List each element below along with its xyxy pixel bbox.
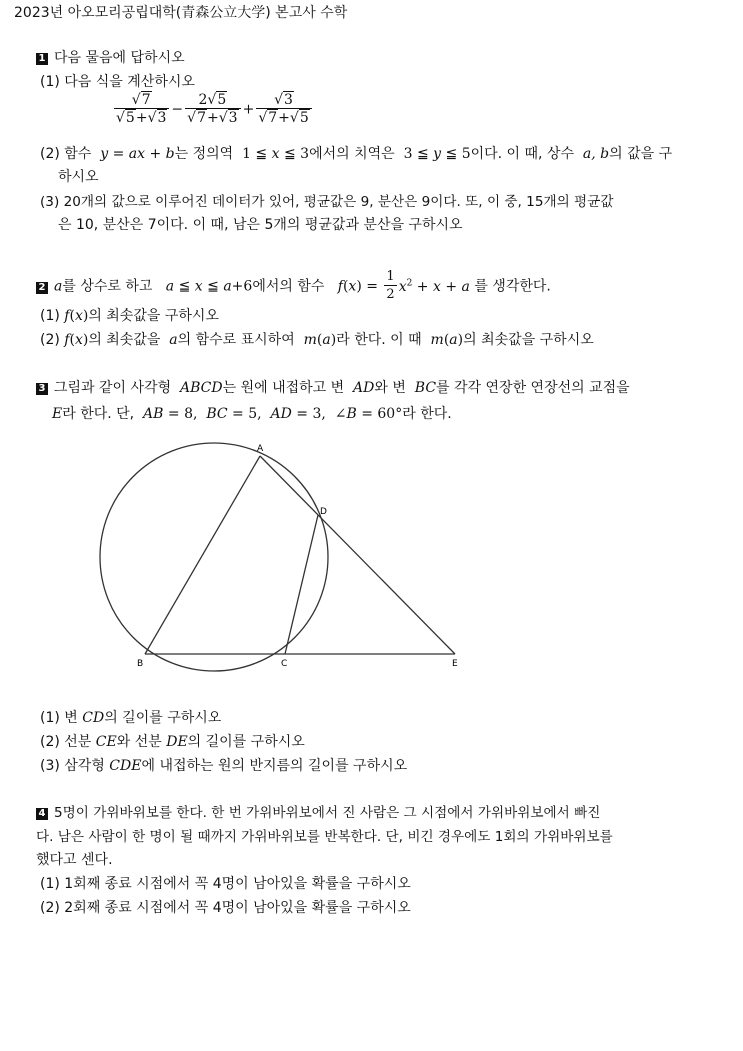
frac-3: $\frac{√3}{√7+√5}$ <box>256 92 311 127</box>
q2-title-line: 2 a를 상수로 하고 a ≦ x ≦ a+6에서의 함수 f(x) = $\frac{1}{2}$ $x^2 + x + a$ 를 생각한다. <box>36 269 551 304</box>
frac-half: $\frac{1}{2}$ <box>386 269 395 302</box>
line-DC <box>285 515 318 654</box>
label-E: E <box>452 659 458 669</box>
line-AE <box>260 456 455 654</box>
q1-expression: $\frac{√7}{√5+√3}$ − $\frac{2√5}{√7+√3}$ + $\frac{√3}{√7+√5}$ <box>112 92 314 127</box>
page-header: 2023년 아오모리공립대학(青森公立大学) 본고사 수학 <box>14 5 348 21</box>
q4-badge: 4 <box>36 808 48 820</box>
q1-part2-line2: 하시오 <box>58 169 99 185</box>
q2-part2: (2) f(x)의 최솟값을 a의 함수로 표시하여 m(a)라 한다. 이 때 m(a)의 최솟값을 구하시오 <box>40 332 594 348</box>
circumcircle <box>100 443 328 671</box>
q3-part1: (1) 변 CD의 길이를 구하시오 <box>40 710 222 726</box>
q1-title: 다음 물음에 답하시오 <box>54 50 185 66</box>
line-BA <box>145 456 260 654</box>
q3-part2: (2) 선분 CE와 선분 DE의 길이를 구하시오 <box>40 734 305 750</box>
q1-part2-line1: (2) 함수 y = ax + b는 정의역 1 ≦ x ≦ 3에서의 치역은 3 ≦ y ≦ 5이다. 이 때, 상수 a, b의 값을 구 <box>40 146 673 162</box>
q3-badge: 3 <box>36 383 48 395</box>
label-D: D <box>320 507 327 517</box>
label-C: C <box>281 659 288 669</box>
q3-line1: 3 그림과 같이 사각형 ABCD는 원에 내접하고 변 AD와 변 BC를 각각 연장한 연장선의 교점을 <box>36 377 630 397</box>
q4-line1: 4 5명이 가위바위보를 한다. 한 번 가위바위보에서 진 사람은 그 시점에서 가위바위보에서 빠진 <box>36 801 600 821</box>
q3-line2: E라 한다. 단, AB = 8, BC = 5, AD = 3, ∠B = 60°라 한다. <box>52 406 452 422</box>
q1-part3-line2: 은 10, 분산은 7이다. 이 때, 남은 5개의 평균값과 분산을 구하시오 <box>58 217 463 233</box>
q4-line3: 했다고 센다. <box>36 852 113 868</box>
q4-line2: 다. 남은 사람이 한 명이 될 때까지 가위바위보를 반복한다. 단, 비긴 경우에도 1회의 가위바위보를 <box>36 829 613 845</box>
q1-badge: 1 <box>36 53 48 65</box>
label-A: A <box>257 444 264 454</box>
q1-part1: (1) 다음 식을 계산하시오 <box>40 74 195 90</box>
q2-badge: 2 <box>36 282 48 294</box>
q2-part1: (1) f(x)의 최솟값을 구하시오 <box>40 308 219 324</box>
frac-2: $\frac{2√5}{√7+√3}$ <box>185 92 240 127</box>
q1-part3-line1: (3) 20개의 값으로 이루어진 데이터가 있어, 평균값은 9, 분산은 9이다. 또, 이 중, 15개의 평균값 <box>40 194 614 210</box>
label-B: B <box>137 659 144 669</box>
q4-part2: (2) 2회째 종료 시점에서 꼭 4명이 남아있을 확률을 구하시오 <box>40 900 411 916</box>
q3-part3: (3) 삼각형 CDE에 내접하는 원의 반지름의 길이를 구하시오 <box>40 758 408 774</box>
frac-1: $\frac{√7}{√5+√3}$ <box>114 92 169 127</box>
q4-part1: (1) 1회째 종료 시점에서 꼭 4명이 남아있을 확률을 구하시오 <box>40 876 411 892</box>
